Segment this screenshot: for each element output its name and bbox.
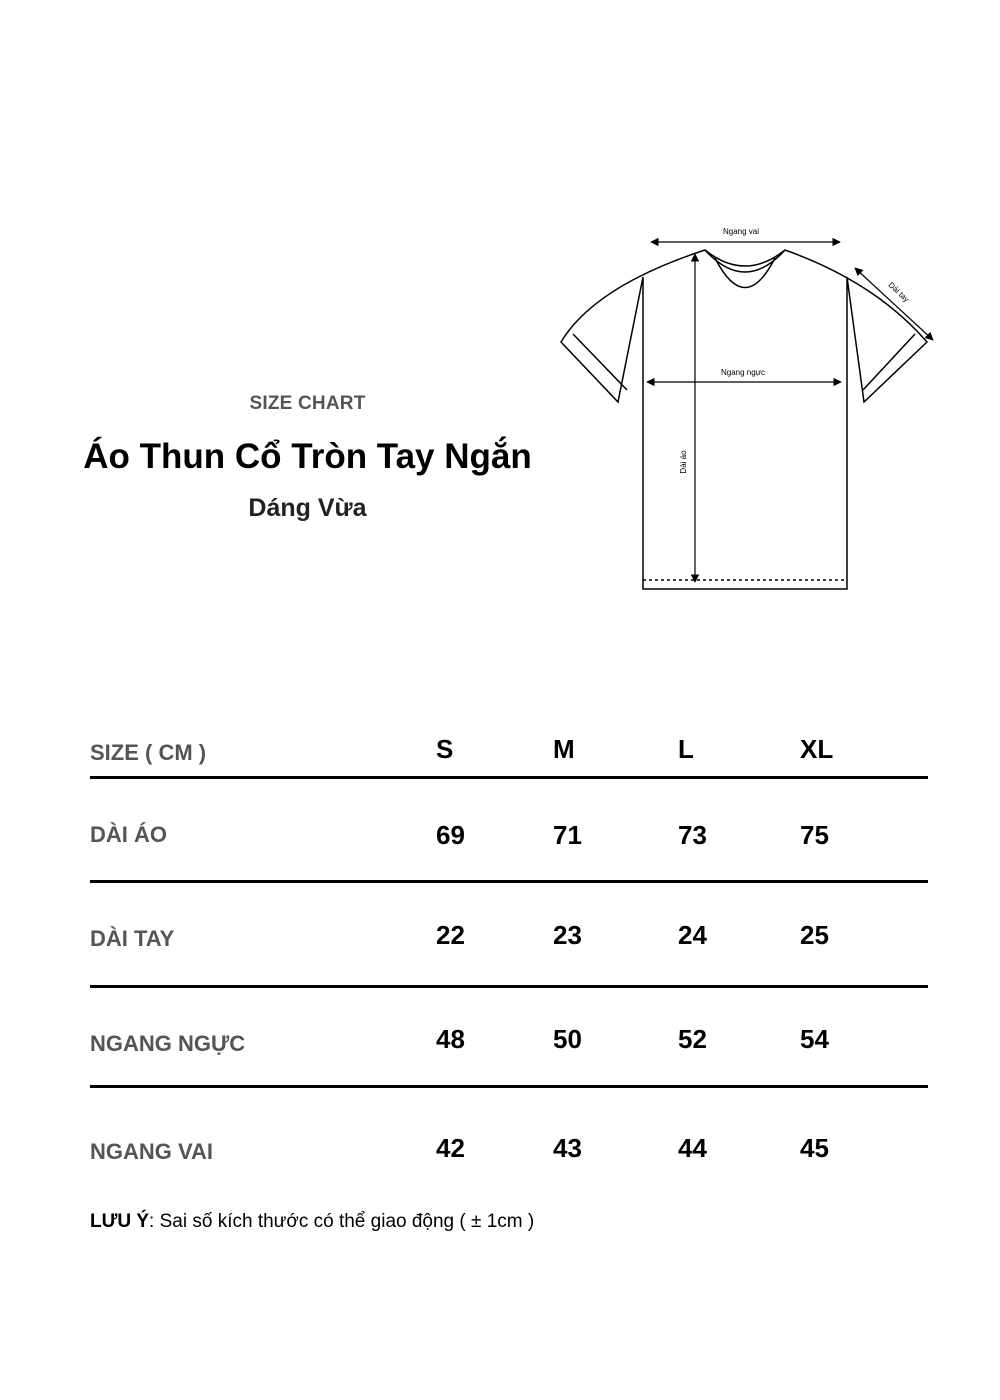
row-label-length: DÀI ÁO: [90, 822, 167, 847]
tshirt-outline-icon: [561, 250, 927, 589]
cell-chest-s: 48: [436, 1024, 465, 1054]
row-label-sleeve: DÀI TAY: [90, 926, 175, 951]
length-label: Dài áo: [679, 450, 688, 474]
chest-label: Ngang ngực: [720, 368, 766, 377]
size-header-l: L: [678, 734, 694, 764]
cell-length-l: 73: [678, 820, 707, 850]
cell-chest-l: 52: [678, 1024, 707, 1054]
tshirt-diagram: [555, 222, 945, 597]
cell-shoulder-xl: 45: [800, 1133, 829, 1163]
cell-sleeve-s: 22: [436, 920, 465, 950]
note-label: LƯU Ý: [90, 1211, 150, 1232]
cell-chest-xl: 54: [800, 1024, 829, 1054]
product-title: Áo Thun Cổ Tròn Tay Ngắn: [83, 437, 532, 476]
table-unit-header: SIZE ( CM ): [90, 740, 207, 765]
row-label-shoulder: NGANG VAI: [90, 1139, 214, 1164]
cell-sleeve-l: 24: [678, 920, 707, 950]
table-divider: [90, 776, 928, 779]
shoulder-label: Ngang vai: [722, 227, 760, 236]
cell-sleeve-m: 23: [553, 920, 582, 950]
cell-length-s: 69: [436, 820, 465, 850]
cell-sleeve-xl: 25: [800, 920, 829, 950]
size-chart-label: SIZE CHART: [249, 393, 366, 414]
table-divider: [90, 985, 928, 988]
fit-label: Dáng Vừa: [248, 494, 367, 522]
size-header-m: M: [553, 734, 575, 764]
row-label-chest: NGANG NGỰC: [90, 1031, 246, 1056]
size-header-s: S: [436, 734, 454, 764]
tolerance-note: [90, 1211, 534, 1233]
cell-shoulder-m: 43: [553, 1133, 582, 1163]
cell-shoulder-l: 44: [678, 1133, 707, 1163]
cell-length-m: 71: [553, 820, 582, 850]
note-text: : Sai số kích thước có thể giao động ( ± 1cm ): [149, 1211, 535, 1232]
cell-length-xl: 75: [800, 820, 829, 850]
cell-chest-m: 50: [553, 1024, 582, 1054]
cell-shoulder-s: 42: [436, 1133, 465, 1163]
table-divider: [90, 1085, 928, 1088]
sleeve-label: Dài tay: [886, 280, 911, 304]
table-divider: [90, 880, 928, 883]
size-header-xl: XL: [800, 734, 834, 764]
